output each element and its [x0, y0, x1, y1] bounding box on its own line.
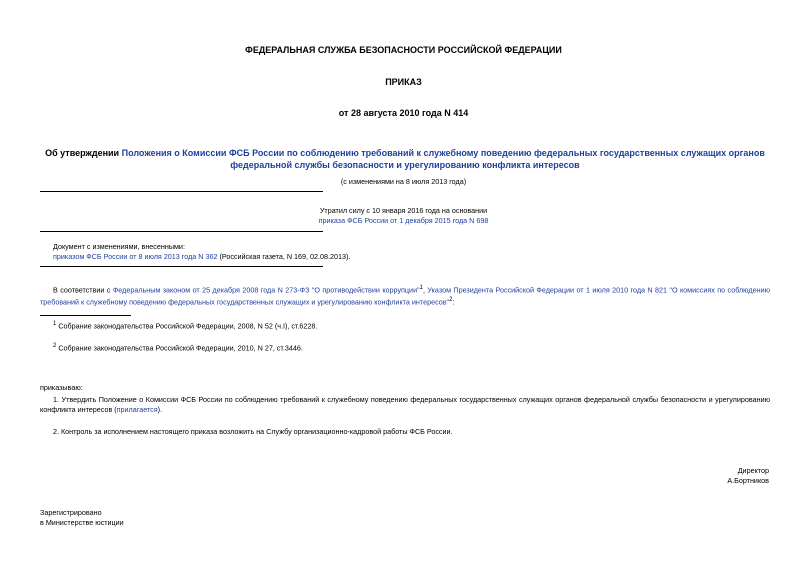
- divider: [40, 231, 323, 232]
- footnote-mark: 2: [53, 343, 57, 349]
- order-item-1-text: 1. Утвердить Положение о Комиссии ФСБ России по соблюдению требований к служебному поведению федеральных государственных служащих органов федеральной службы безопасности и урегулированию конфликта интересов (: [40, 395, 770, 414]
- title-link[interactable]: Положения о Комиссии ФСБ России по соблюдению требований к служебному поведению федеральных государственных служащих органов федеральной службы безопасности и урегулированию конфликта интересов: [121, 148, 765, 170]
- agency-heading: ФЕДЕРАЛЬНАЯ СЛУЖБА БЕЗОПАСНОСТИ РОССИЙСКОЙ ФЕДЕРАЦИИ: [245, 45, 562, 55]
- amendments-note: (с изменениями на 8 июля 2013 года): [340, 177, 467, 186]
- federal-law-link[interactable]: Федеральным законом от 25 декабря 2008 года N 273-ФЗ "О противодействии коррупции": [112, 285, 420, 295]
- signature-name: А.Бортников: [727, 476, 769, 485]
- divider: [40, 191, 323, 192]
- preamble-text-1: В соответствии с: [53, 285, 113, 295]
- divider: [40, 266, 323, 267]
- footnote-ref-2[interactable]: 2: [449, 297, 453, 304]
- order-item-2: 2. Контроль за исполнением настоящего приказа возложить на Службу организационно-кадровой работы ФСБ России.: [53, 427, 453, 436]
- order-item-1: [40, 395, 770, 415]
- footnote-mark: 1: [53, 321, 57, 327]
- changes-publication: (Российская газета, N 169, 02.08.2013).: [217, 252, 351, 261]
- expired-notice-link-wrap: [0, 216, 807, 226]
- footnote-text: Собрание законодательства Российской Федерации, 2008, N 52 (ч.I), ст.6228.: [56, 321, 318, 331]
- footnote-text: Собрание законодательства Российской Федерации, 2010, N 27, ст.3446.: [56, 343, 303, 353]
- document-title: [40, 147, 770, 171]
- changes-label: Документ с изменениями, внесенными:: [53, 242, 185, 251]
- attachment-link[interactable]: прилагается: [116, 405, 158, 414]
- footnote-divider: [40, 315, 131, 316]
- registration-line-1: Зарегистрировано: [40, 508, 102, 517]
- registration-line-2: в Министерстве юстиции: [40, 518, 124, 527]
- title-prefix: Об утверждении: [45, 148, 122, 158]
- preamble-paragraph: [40, 283, 770, 308]
- order-word: приказываю:: [40, 383, 83, 392]
- footnote-1: [53, 319, 317, 331]
- presidential-decree-link[interactable]: Указом Президента Российской Федерации от 1 июля 2010 года N 821 "О комиссиях по соблюдению требований к служебному поведению федеральных государственных служащих и урегулированию конфликта интересов": [40, 285, 770, 307]
- expired-order-link[interactable]: приказа ФСБ России от 1 декабря 2015 года N 698: [318, 216, 489, 225]
- footnote-2: [53, 341, 303, 353]
- preamble-text-2: ,: [422, 285, 428, 295]
- preamble-text-3: :: [452, 297, 455, 307]
- signature-position: Директор: [737, 466, 769, 475]
- changes-line: [53, 252, 350, 262]
- expired-notice-text: Утратил силу с 10 января 2016 года на основании: [319, 206, 488, 215]
- document-date-number: от 28 августа 2010 года N 414: [338, 108, 469, 118]
- document-type: ПРИКАЗ: [385, 77, 422, 87]
- amending-order-link[interactable]: приказом ФСБ России от 8 июля 2013 года N 362: [53, 252, 218, 261]
- order-item-1-end: ).: [157, 405, 163, 414]
- footnote-ref-1[interactable]: 1: [419, 285, 423, 291]
